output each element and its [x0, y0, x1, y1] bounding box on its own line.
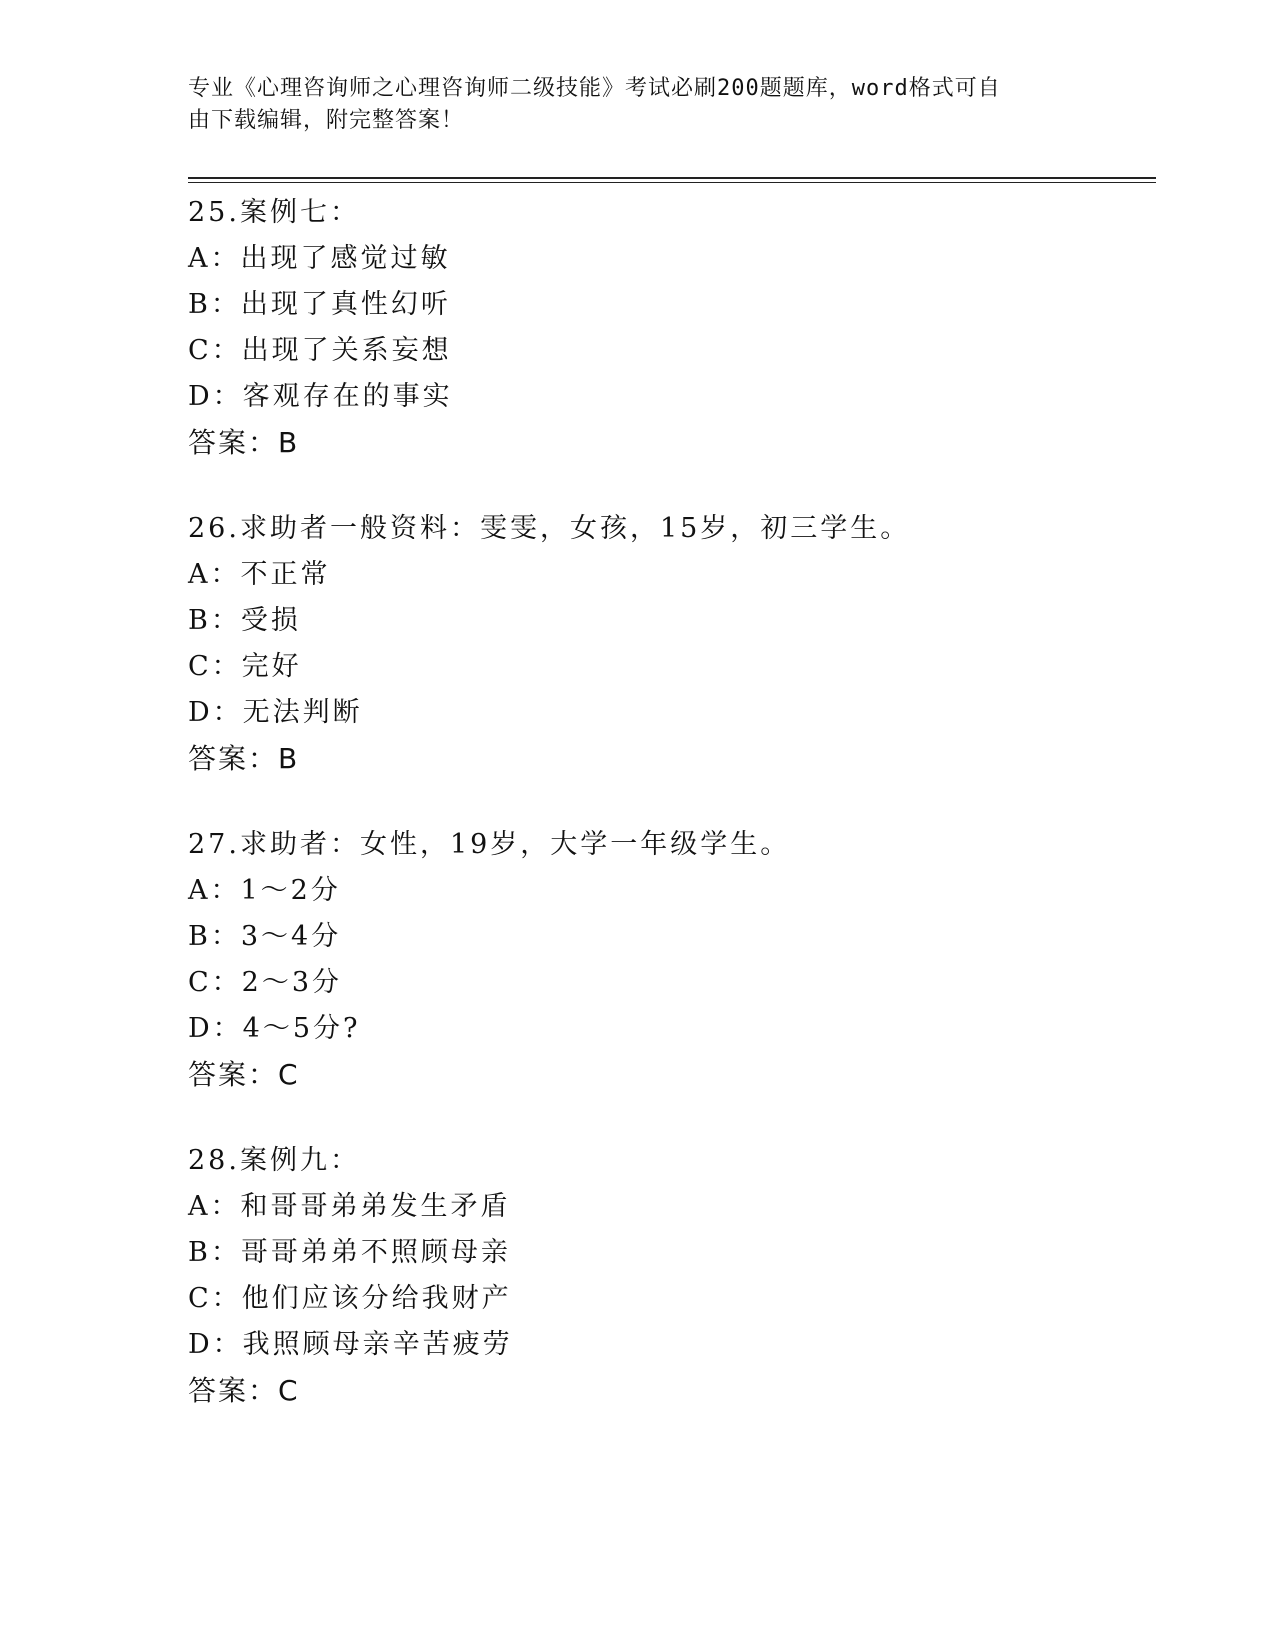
question-25	[188, 190, 1148, 466]
question-stem: 27.求助者：女性，19岁，大学一年级学生。	[188, 829, 791, 860]
option-d: D：4～5分?	[188, 1013, 361, 1044]
option-a: A：不正常	[188, 559, 331, 590]
answer: 答案：C	[188, 1374, 300, 1407]
question-26	[188, 506, 1148, 782]
answer: 答案：C	[188, 1058, 300, 1091]
header-divider-thin	[188, 182, 1156, 183]
question-27	[188, 822, 1148, 1098]
option-a: A：和哥哥弟弟发生矛盾	[188, 1191, 511, 1222]
option-b: B：3～4分	[188, 921, 342, 952]
option-a: A：1～2分	[188, 875, 341, 906]
answer: 答案：B	[188, 742, 300, 775]
option-b: B：出现了真性幻听	[188, 289, 451, 320]
option-c: C：完好	[188, 651, 302, 682]
document-header	[188, 73, 1088, 137]
option-c: C：出现了关系妄想	[188, 335, 452, 366]
header-line-2: 由下载编辑，附完整答案！	[188, 108, 465, 133]
option-a: A：出现了感觉过敏	[188, 243, 451, 274]
option-d: D：客观存在的事实	[188, 381, 453, 412]
option-d: D：无法判断	[188, 697, 363, 728]
option-c: C：2～3分	[188, 967, 343, 998]
header-divider-thick	[188, 177, 1156, 179]
question-28	[188, 1138, 1148, 1414]
option-b: B：哥哥弟弟不照顾母亲	[188, 1237, 511, 1268]
question-stem: 28.案例九：	[188, 1145, 360, 1176]
option-d: D：我照顾母亲辛苦疲劳	[188, 1329, 513, 1360]
question-stem: 25.案例七：	[188, 197, 360, 228]
option-c: C：他们应该分给我财产	[188, 1283, 512, 1314]
question-list	[188, 190, 1148, 1454]
answer: 答案：B	[188, 426, 300, 459]
header-line-1: 专业《心理咨询师之心理咨询师二级技能》考试必刷200题题库，word格式可自	[188, 76, 1001, 101]
question-stem: 26.求助者一般资料：雯雯，女孩，15岁，初三学生。	[188, 513, 911, 544]
option-b: B：受损	[188, 605, 301, 636]
